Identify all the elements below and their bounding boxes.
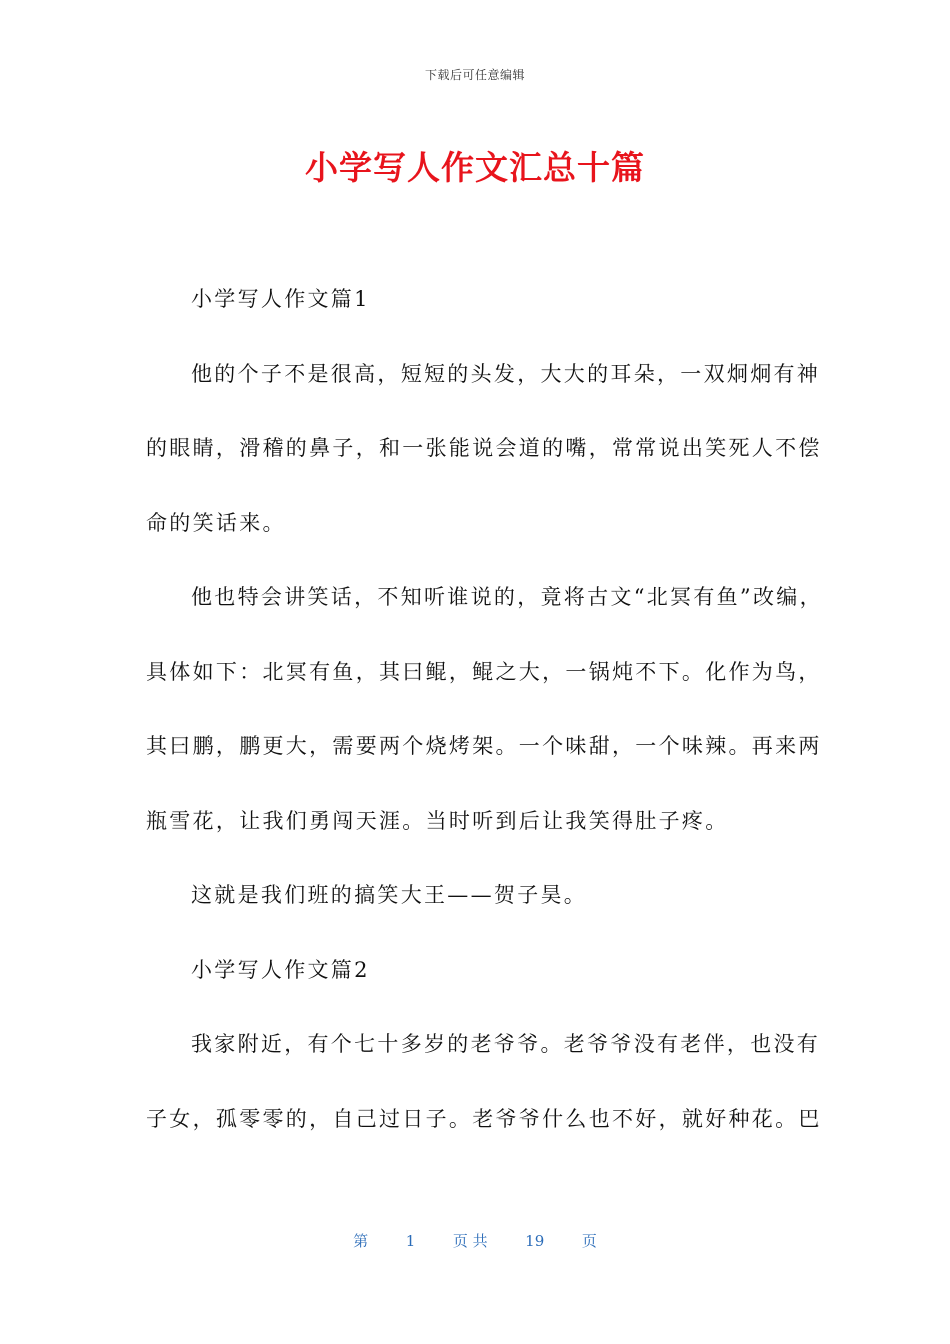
paragraph-line: 的眼睛，滑稽的鼻子，和一张能说会道的嘴，常常说出笑死人不偿 <box>146 436 822 460</box>
footer-total-label: 页 共 <box>452 1232 488 1250</box>
header-note: 下载后可任意编辑 <box>424 68 525 82</box>
footer-page-label: 第 <box>353 1232 369 1250</box>
paragraph-line: 命的笑话来。 <box>146 511 286 535</box>
section-heading-2: 小学写人作文篇2 <box>191 958 370 982</box>
paragraph-line: 这就是我们班的搞笑大王——贺子昊。 <box>191 883 588 907</box>
paragraph-line: 他也特会讲笑话，不知听谁说的，竟将古文“北冥有鱼”改编， <box>191 585 823 609</box>
paragraph-line: 其曰鹏，鹏更大，需要两个烧烤架。一个味甜，一个味辣。再来两 <box>146 734 822 758</box>
paragraph-line: 子女，孤零零的，自己过日子。老爷爷什么也不好，就好种花。巴 <box>146 1107 822 1131</box>
paragraph-line: 具体如下：北冥有鱼，其曰鲲，鲲之大，一锅炖不下。化作为鸟， <box>146 660 822 684</box>
paragraph-line: 瓶雪花，让我们勇闯天涯。当时听到后让我笑得肚子疼。 <box>146 809 729 833</box>
document-title: 小学写人作文汇总十篇 <box>305 148 645 187</box>
paragraph-line: 我家附近，有个七十多岁的老爷爷。老爷爷没有老伴，也没有 <box>191 1032 821 1056</box>
section-heading-1: 小学写人作文篇1 <box>191 287 370 311</box>
footer-suffix: 页 <box>581 1232 597 1250</box>
footer-page-number: 1 <box>405 1232 416 1250</box>
page-footer <box>0 1230 950 1251</box>
paragraph-line: 他的个子不是很高，短短的头发，大大的耳朵，一双炯炯有神 <box>191 362 821 386</box>
footer-total-pages: 19 <box>525 1232 545 1250</box>
